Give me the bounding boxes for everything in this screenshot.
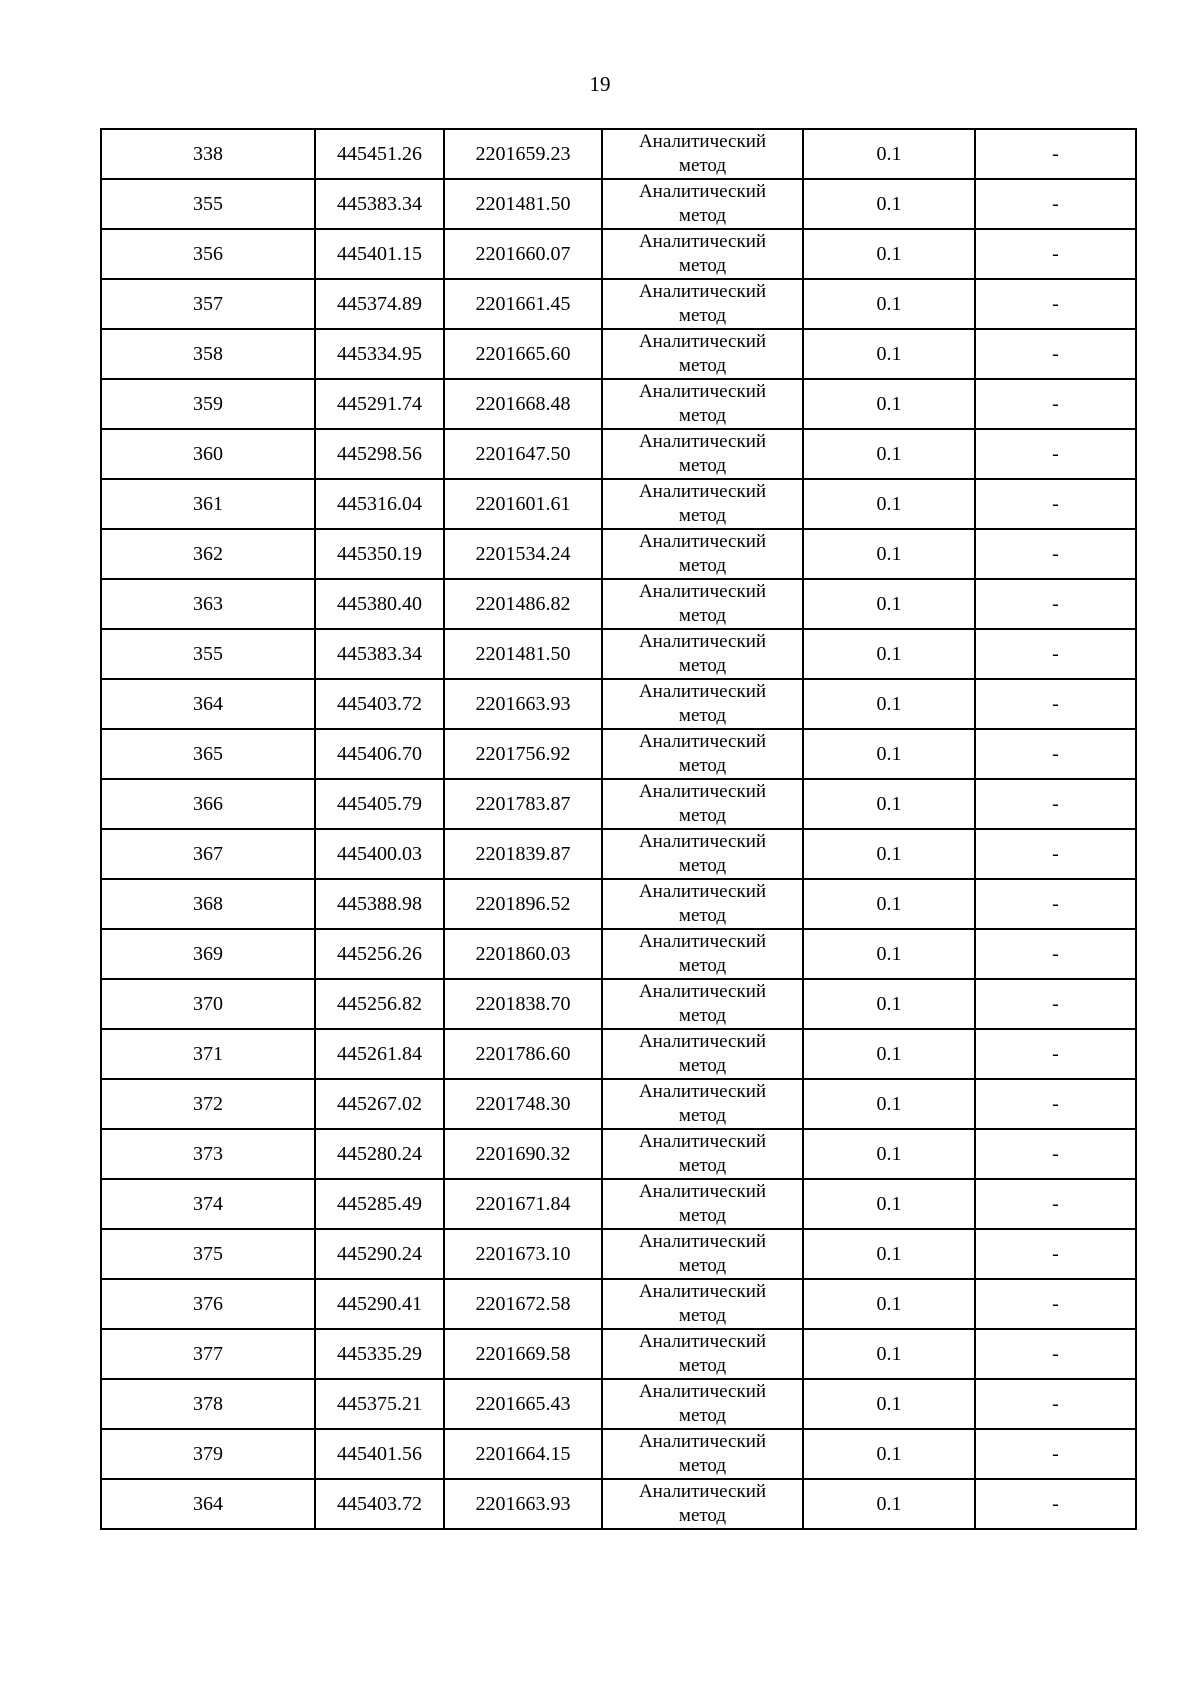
- x-coordinate-cell: 445451.26: [315, 129, 444, 179]
- point-number-cell: 369: [101, 929, 315, 979]
- method-label-line-1: Аналитический: [638, 1081, 767, 1102]
- y-coordinate-cell: 2201690.32: [444, 1129, 602, 1179]
- description-cell: -: [975, 1279, 1136, 1329]
- point-number-cell: 355: [101, 629, 315, 679]
- method-cell: [602, 479, 803, 529]
- method-cell: [602, 1229, 803, 1279]
- y-coordinate-cell: 2201481.50: [444, 629, 602, 679]
- method-label-line-1: Аналитический: [638, 1431, 767, 1452]
- method-label-line-2: метод: [678, 455, 727, 476]
- description-cell: -: [975, 629, 1136, 679]
- method-label-line-1: Аналитический: [638, 281, 767, 302]
- x-coordinate-cell: 445383.34: [315, 629, 444, 679]
- x-coordinate-cell: 445403.72: [315, 679, 444, 729]
- description-cell: -: [975, 1229, 1136, 1279]
- method-label-line-1: Аналитический: [638, 231, 767, 252]
- table-row: [101, 1379, 1136, 1429]
- method-label-line-1: Аналитический: [638, 1331, 767, 1352]
- method-label-line-2: метод: [678, 405, 727, 426]
- method-label-line-1: Аналитический: [638, 1131, 767, 1152]
- coordinates-table: [100, 128, 1137, 1530]
- method-label-line-2: метод: [678, 705, 727, 726]
- x-coordinate-cell: 445403.72: [315, 1479, 444, 1529]
- table-row: [101, 1279, 1136, 1329]
- y-coordinate-cell: 2201664.15: [444, 1429, 602, 1479]
- accuracy-cell: 0.1: [803, 1229, 975, 1279]
- description-cell: -: [975, 179, 1136, 229]
- table-row: [101, 1129, 1136, 1179]
- method-label-line-2: метод: [678, 1155, 727, 1176]
- y-coordinate-cell: 2201786.60: [444, 1029, 602, 1079]
- method-label-line-2: метод: [678, 755, 727, 776]
- method-label-line-1: Аналитический: [638, 981, 767, 1002]
- description-cell: -: [975, 1429, 1136, 1479]
- method-label-line-2: метод: [678, 1355, 727, 1376]
- table-row: [101, 1229, 1136, 1279]
- x-coordinate-cell: 445291.74: [315, 379, 444, 429]
- y-coordinate-cell: 2201668.48: [444, 379, 602, 429]
- method-cell: [602, 379, 803, 429]
- description-cell: -: [975, 779, 1136, 829]
- method-label-line-1: Аналитический: [638, 831, 767, 852]
- table-row: [101, 829, 1136, 879]
- description-cell: -: [975, 229, 1136, 279]
- table-row: [101, 729, 1136, 779]
- accuracy-cell: 0.1: [803, 179, 975, 229]
- coordinates-table-body: [101, 129, 1136, 1529]
- method-label-line-2: метод: [678, 205, 727, 226]
- description-cell: -: [975, 1479, 1136, 1529]
- method-label-line-2: метод: [678, 855, 727, 876]
- y-coordinate-cell: 2201783.87: [444, 779, 602, 829]
- point-number-cell: 365: [101, 729, 315, 779]
- method-label-line-2: метод: [678, 805, 727, 826]
- y-coordinate-cell: 2201860.03: [444, 929, 602, 979]
- accuracy-cell: 0.1: [803, 579, 975, 629]
- method-label-line-2: метод: [678, 1405, 727, 1426]
- method-label-line-1: Аналитический: [638, 181, 767, 202]
- y-coordinate-cell: 2201647.50: [444, 429, 602, 479]
- table-row: [101, 1029, 1136, 1079]
- page-number: 19: [589, 72, 611, 96]
- description-cell: -: [975, 279, 1136, 329]
- x-coordinate-cell: 445334.95: [315, 329, 444, 379]
- method-label-line-2: метод: [678, 605, 727, 626]
- accuracy-cell: 0.1: [803, 779, 975, 829]
- y-coordinate-cell: 2201661.45: [444, 279, 602, 329]
- method-label-line-2: метод: [678, 1455, 727, 1476]
- x-coordinate-cell: 445380.40: [315, 579, 444, 629]
- method-label-line-2: метод: [678, 1205, 727, 1226]
- description-cell: -: [975, 829, 1136, 879]
- point-number-cell: 359: [101, 379, 315, 429]
- point-number-cell: 355: [101, 179, 315, 229]
- accuracy-cell: 0.1: [803, 329, 975, 379]
- method-label-line-2: метод: [678, 355, 727, 376]
- description-cell: -: [975, 1379, 1136, 1429]
- method-cell: [602, 179, 803, 229]
- y-coordinate-cell: 2201665.60: [444, 329, 602, 379]
- description-cell: -: [975, 929, 1136, 979]
- table-row: [101, 179, 1136, 229]
- method-label-line-2: метод: [678, 905, 727, 926]
- point-number-cell: 372: [101, 1079, 315, 1129]
- description-cell: -: [975, 1329, 1136, 1379]
- table-row: [101, 329, 1136, 379]
- method-cell: [602, 1179, 803, 1229]
- point-number-cell: 368: [101, 879, 315, 929]
- description-cell: -: [975, 1129, 1136, 1179]
- point-number-cell: 363: [101, 579, 315, 629]
- point-number-cell: 361: [101, 479, 315, 529]
- accuracy-cell: 0.1: [803, 129, 975, 179]
- y-coordinate-cell: 2201671.84: [444, 1179, 602, 1229]
- accuracy-cell: 0.1: [803, 1329, 975, 1379]
- point-number-cell: 378: [101, 1379, 315, 1429]
- method-label-line-2: метод: [678, 1055, 727, 1076]
- y-coordinate-cell: 2201663.93: [444, 679, 602, 729]
- x-coordinate-cell: 445400.03: [315, 829, 444, 879]
- x-coordinate-cell: 445350.19: [315, 529, 444, 579]
- method-cell: [602, 1429, 803, 1479]
- method-label-line-2: метод: [678, 1505, 727, 1526]
- y-coordinate-cell: 2201756.92: [444, 729, 602, 779]
- method-cell: [602, 279, 803, 329]
- table-row: [101, 229, 1136, 279]
- table-row: [101, 1079, 1136, 1129]
- accuracy-cell: 0.1: [803, 1429, 975, 1479]
- point-number-cell: 376: [101, 1279, 315, 1329]
- description-cell: -: [975, 979, 1136, 1029]
- method-cell: [602, 829, 803, 879]
- point-number-cell: 364: [101, 1479, 315, 1529]
- method-label-line-1: Аналитический: [638, 1031, 767, 1052]
- method-label-line-1: Аналитический: [638, 681, 767, 702]
- point-number-cell: 377: [101, 1329, 315, 1379]
- method-label-line-1: Аналитический: [638, 1231, 767, 1252]
- y-coordinate-cell: 2201659.23: [444, 129, 602, 179]
- accuracy-cell: 0.1: [803, 1029, 975, 1079]
- y-coordinate-cell: 2201839.87: [444, 829, 602, 879]
- method-label-line-2: метод: [678, 155, 727, 176]
- accuracy-cell: 0.1: [803, 1179, 975, 1229]
- method-label-line-1: Аналитический: [638, 531, 767, 552]
- point-number-cell: 358: [101, 329, 315, 379]
- accuracy-cell: 0.1: [803, 1079, 975, 1129]
- table-row: [101, 679, 1136, 729]
- table-row: [101, 1429, 1136, 1479]
- table-row: [101, 579, 1136, 629]
- method-label-line-1: Аналитический: [638, 1281, 767, 1302]
- method-cell: [602, 529, 803, 579]
- accuracy-cell: 0.1: [803, 229, 975, 279]
- table-row: [101, 1329, 1136, 1379]
- x-coordinate-cell: 445388.98: [315, 879, 444, 929]
- point-number-cell: 373: [101, 1129, 315, 1179]
- accuracy-cell: 0.1: [803, 1279, 975, 1329]
- x-coordinate-cell: 445298.56: [315, 429, 444, 479]
- table-row: [101, 379, 1136, 429]
- x-coordinate-cell: 445375.21: [315, 1379, 444, 1429]
- x-coordinate-cell: 445280.24: [315, 1129, 444, 1179]
- method-label-line-2: метод: [678, 1255, 727, 1276]
- method-label-line-2: метод: [678, 255, 727, 276]
- table-row: [101, 879, 1136, 929]
- method-cell: [602, 1029, 803, 1079]
- method-cell: [602, 1279, 803, 1329]
- accuracy-cell: 0.1: [803, 1379, 975, 1429]
- method-cell: [602, 429, 803, 479]
- x-coordinate-cell: 445316.04: [315, 479, 444, 529]
- table-row: [101, 279, 1136, 329]
- x-coordinate-cell: 445285.49: [315, 1179, 444, 1229]
- accuracy-cell: 0.1: [803, 529, 975, 579]
- method-label-line-1: Аналитический: [638, 481, 767, 502]
- method-cell: [602, 579, 803, 629]
- table-row: [101, 429, 1136, 479]
- method-cell: [602, 729, 803, 779]
- method-cell: [602, 1329, 803, 1379]
- description-cell: -: [975, 1029, 1136, 1079]
- description-cell: -: [975, 879, 1136, 929]
- table-row: [101, 129, 1136, 179]
- method-label-line-2: метод: [678, 555, 727, 576]
- y-coordinate-cell: 2201838.70: [444, 979, 602, 1029]
- accuracy-cell: 0.1: [803, 379, 975, 429]
- method-cell: [602, 1079, 803, 1129]
- method-cell: [602, 679, 803, 729]
- method-label-line-1: Аналитический: [638, 131, 767, 152]
- accuracy-cell: 0.1: [803, 479, 975, 529]
- accuracy-cell: 0.1: [803, 879, 975, 929]
- method-cell: [602, 929, 803, 979]
- x-coordinate-cell: 445401.56: [315, 1429, 444, 1479]
- y-coordinate-cell: 2201660.07: [444, 229, 602, 279]
- x-coordinate-cell: 445290.41: [315, 1279, 444, 1329]
- method-label-line-2: метод: [678, 955, 727, 976]
- x-coordinate-cell: 445383.34: [315, 179, 444, 229]
- description-cell: -: [975, 729, 1136, 779]
- method-cell: [602, 1129, 803, 1179]
- method-label-line-2: метод: [678, 1305, 727, 1326]
- method-cell: [602, 979, 803, 1029]
- description-cell: -: [975, 479, 1136, 529]
- accuracy-cell: 0.1: [803, 1129, 975, 1179]
- point-number-cell: 364: [101, 679, 315, 729]
- method-cell: [602, 879, 803, 929]
- method-label-line-1: Аналитический: [638, 1381, 767, 1402]
- accuracy-cell: 0.1: [803, 929, 975, 979]
- x-coordinate-cell: 445256.82: [315, 979, 444, 1029]
- table-row: [101, 929, 1136, 979]
- method-label-line-2: метод: [678, 505, 727, 526]
- method-cell: [602, 129, 803, 179]
- method-label-line-2: метод: [678, 1005, 727, 1026]
- accuracy-cell: 0.1: [803, 679, 975, 729]
- x-coordinate-cell: 445405.79: [315, 779, 444, 829]
- method-label-line-1: Аналитический: [638, 781, 767, 802]
- table-row: [101, 779, 1136, 829]
- accuracy-cell: 0.1: [803, 629, 975, 679]
- point-number-cell: 374: [101, 1179, 315, 1229]
- description-cell: -: [975, 329, 1136, 379]
- point-number-cell: 379: [101, 1429, 315, 1479]
- y-coordinate-cell: 2201601.61: [444, 479, 602, 529]
- table-row: [101, 629, 1136, 679]
- method-label-line-1: Аналитический: [638, 581, 767, 602]
- y-coordinate-cell: 2201534.24: [444, 529, 602, 579]
- method-cell: [602, 1479, 803, 1529]
- description-cell: -: [975, 379, 1136, 429]
- accuracy-cell: 0.1: [803, 729, 975, 779]
- table-row: [101, 529, 1136, 579]
- accuracy-cell: 0.1: [803, 829, 975, 879]
- accuracy-cell: 0.1: [803, 279, 975, 329]
- x-coordinate-cell: 445335.29: [315, 1329, 444, 1379]
- x-coordinate-cell: 445290.24: [315, 1229, 444, 1279]
- accuracy-cell: 0.1: [803, 1479, 975, 1529]
- point-number-cell: 338: [101, 129, 315, 179]
- method-label-line-1: Аналитический: [638, 931, 767, 952]
- x-coordinate-cell: 445401.15: [315, 229, 444, 279]
- table-row: [101, 979, 1136, 1029]
- description-cell: -: [975, 1079, 1136, 1129]
- y-coordinate-cell: 2201665.43: [444, 1379, 602, 1429]
- description-cell: -: [975, 429, 1136, 479]
- x-coordinate-cell: 445261.84: [315, 1029, 444, 1079]
- method-label-line-1: Аналитический: [638, 631, 767, 652]
- method-cell: [602, 779, 803, 829]
- point-number-cell: 371: [101, 1029, 315, 1079]
- method-cell: [602, 229, 803, 279]
- table-row: [101, 1179, 1136, 1229]
- method-cell: [602, 1379, 803, 1429]
- y-coordinate-cell: 2201669.58: [444, 1329, 602, 1379]
- description-cell: -: [975, 1179, 1136, 1229]
- y-coordinate-cell: 2201672.58: [444, 1279, 602, 1329]
- x-coordinate-cell: 445374.89: [315, 279, 444, 329]
- point-number-cell: 370: [101, 979, 315, 1029]
- y-coordinate-cell: 2201663.93: [444, 1479, 602, 1529]
- accuracy-cell: 0.1: [803, 429, 975, 479]
- method-cell: [602, 329, 803, 379]
- y-coordinate-cell: 2201673.10: [444, 1229, 602, 1279]
- description-cell: -: [975, 579, 1136, 629]
- method-label-line-1: Аналитический: [638, 1481, 767, 1502]
- point-number-cell: 360: [101, 429, 315, 479]
- x-coordinate-cell: 445406.70: [315, 729, 444, 779]
- x-coordinate-cell: 445267.02: [315, 1079, 444, 1129]
- method-label-line-1: Аналитический: [638, 731, 767, 752]
- table-row: [101, 1479, 1136, 1529]
- method-label-line-1: Аналитический: [638, 381, 767, 402]
- description-cell: -: [975, 679, 1136, 729]
- x-coordinate-cell: 445256.26: [315, 929, 444, 979]
- y-coordinate-cell: 2201748.30: [444, 1079, 602, 1129]
- method-label-line-2: метод: [678, 1105, 727, 1126]
- point-number-cell: 356: [101, 229, 315, 279]
- method-label-line-1: Аналитический: [638, 881, 767, 902]
- point-number-cell: 366: [101, 779, 315, 829]
- method-label-line-2: метод: [678, 305, 727, 326]
- y-coordinate-cell: 2201896.52: [444, 879, 602, 929]
- method-cell: [602, 629, 803, 679]
- table-row: [101, 479, 1136, 529]
- method-label-line-1: Аналитический: [638, 331, 767, 352]
- method-label-line-2: метод: [678, 655, 727, 676]
- description-cell: -: [975, 129, 1136, 179]
- accuracy-cell: 0.1: [803, 979, 975, 1029]
- method-label-line-1: Аналитический: [638, 1181, 767, 1202]
- y-coordinate-cell: 2201486.82: [444, 579, 602, 629]
- description-cell: -: [975, 529, 1136, 579]
- point-number-cell: 375: [101, 1229, 315, 1279]
- method-label-line-1: Аналитический: [638, 431, 767, 452]
- point-number-cell: 367: [101, 829, 315, 879]
- point-number-cell: 357: [101, 279, 315, 329]
- point-number-cell: 362: [101, 529, 315, 579]
- y-coordinate-cell: 2201481.50: [444, 179, 602, 229]
